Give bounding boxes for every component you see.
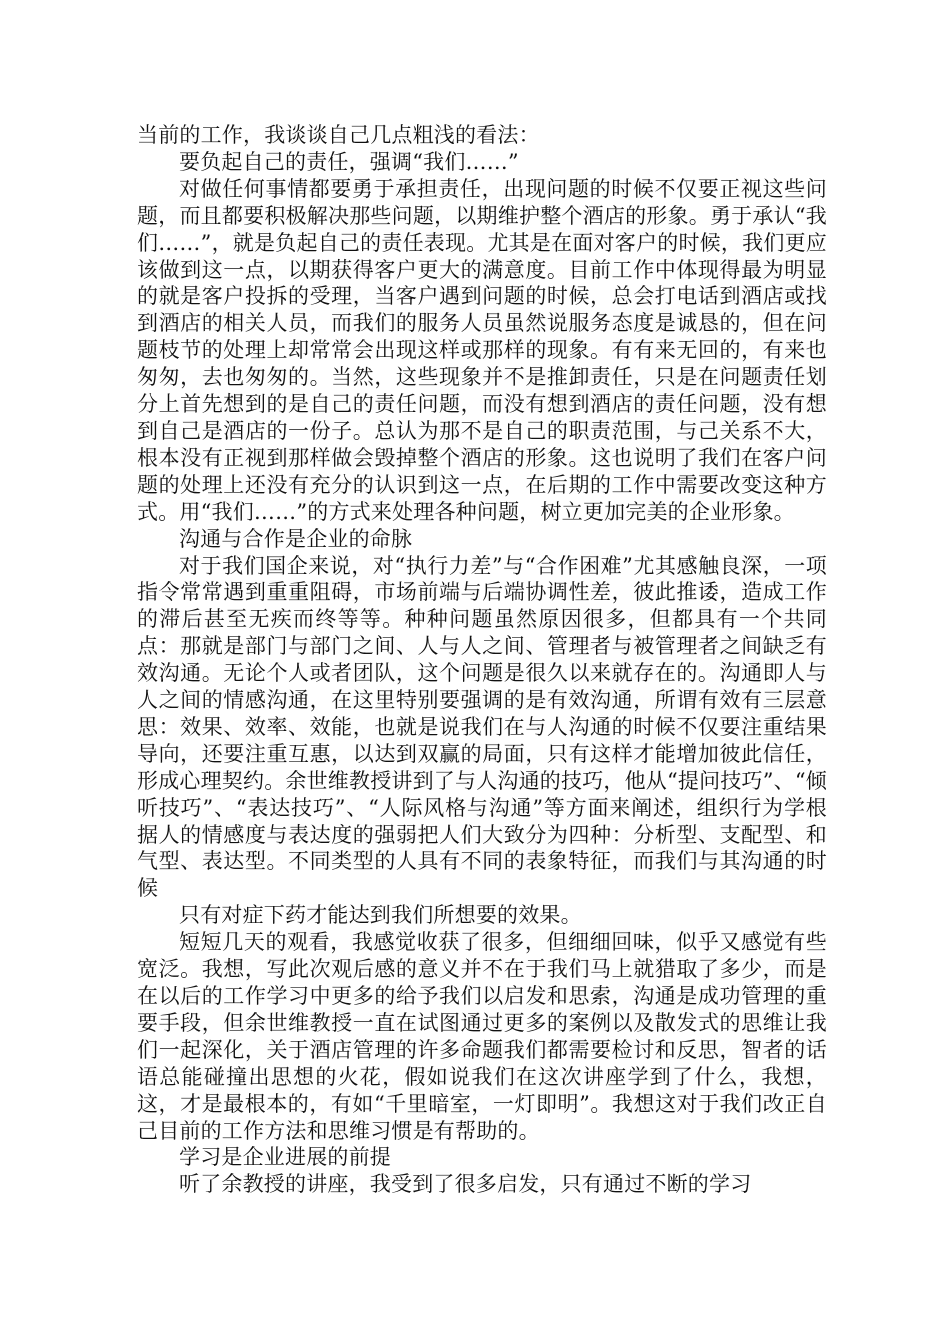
body-paragraph-communication: 对于我们国企来说，对“执行力差”与“合作困难”尤其感触良深，一项指令常常遇到重重阻碍，市场前端与后端协调性差，彼此推诿，造成工作的滞后甚至无疾而终等等。种种问题虽然原因很多，但都具有一个共同点：那就是部门与部门之间、人与人之间、管理者与被管理者之间缺乏有效沟通。无论个人或者团队，这个问题是很久以来就存在的。沟通即人与人之间的情感沟通，在这里特别要强调的是有效沟通，所谓有效有三层意思：效果、效率、效能，也就是说我们在与人沟通的时候不仅要注重结果导向，还要注重互惠，以达到双赢的局面，只有这样才能增加彼此信任，形成心理契约。余世维教授讲到了与人沟通的技巧，他从“提问技巧”、“倾听技巧”、“表达技巧”、“人际风格与沟通”等方面来阐述，组织行为学根据人的情感度与表达度的强弱把人们大致分为四种：分析型、支配型、和气型、表达型。不同类型的人具有不同的表象特征，而我们与其沟通的时候 <box>137 553 828 901</box>
body-paragraph-remedy: 只有对症下药才能达到我们所想要的效果。 <box>179 903 582 928</box>
document-body <box>137 122 827 1198</box>
body-paragraph-learning: 听了余教授的讲座，我受到了很多启发，只有通过不断的学习 <box>179 1172 752 1197</box>
intro-paragraph: 当前的工作，我谈谈自己几点粗浅的看法： <box>137 123 540 147</box>
body-paragraph-reflection: 短短几天的观看，我感觉收获了很多，但细细回味，似乎又感觉有些宽泛。我想，写此次观后感的意义并不在于我们马上就猎取了多少，而是在以后的工作学习中更多的给予我们以启发和思索，沟通是成功管理的重要手段，但余世维教授一直在试图通过更多的案例以及散发式的思维让我们一起深化，关于酒店管理的许多命题我们都需要检讨和反思，智者的话语总能碰撞出思想的火花，假如说我们在这次讲座学到了什么，我想，这，才是最根本的，有如“千里暗室，一灯即明”。我想这对于我们改正自己目前的工作方法和思维习惯是有帮助的。 <box>137 930 827 1143</box>
section-heading-communication: 沟通与合作是企业的命脉 <box>179 526 413 551</box>
section-heading-learning: 学习是企业进展的前提 <box>179 1145 391 1170</box>
section-heading-responsibility: 要负起自己的责任，强调“我们……” <box>179 149 519 174</box>
body-paragraph-responsibility: 对做任何事情都要勇于承担责任，出现问题的时候不仅要正视这些问题，而且都要积极解决那些问题，以期维护整个酒店的形象。勇于承认“我们……”，就是负起自己的责任表现。尤其是在面对客户的时候，我们更应该做到这一点，以期获得客户更大的满意度。目前工作中体现得最为明显的就是客户投拆的受理，当客户遇到问题的时候，总会打电话到酒店或找到酒店的相关人员，而我们的服务人员虽然说服务态度是诚恳的，但在问题枝节的处理上却常常会出现这样或那样的现象。有有来无回的，有来也匆匆，去也匆匆的。当然，这些现象并不是推卸责任，只是在问题责任划分上首先想到的是自己的责任问题，而没有想到酒店的责任问题，没有想到自己是酒店的一份子。总认为那不是自己的职责范围，与己关系不大，根本没有正视到那样做会毁掉整个酒店的形象。这也说明了我们在客户问题的处理上还没有充分的认识到这一点，在后期的工作中需要改变这种方式。用“我们……”的方式来处理各种问题，树立更加完美的企业形象。 <box>137 176 827 524</box>
